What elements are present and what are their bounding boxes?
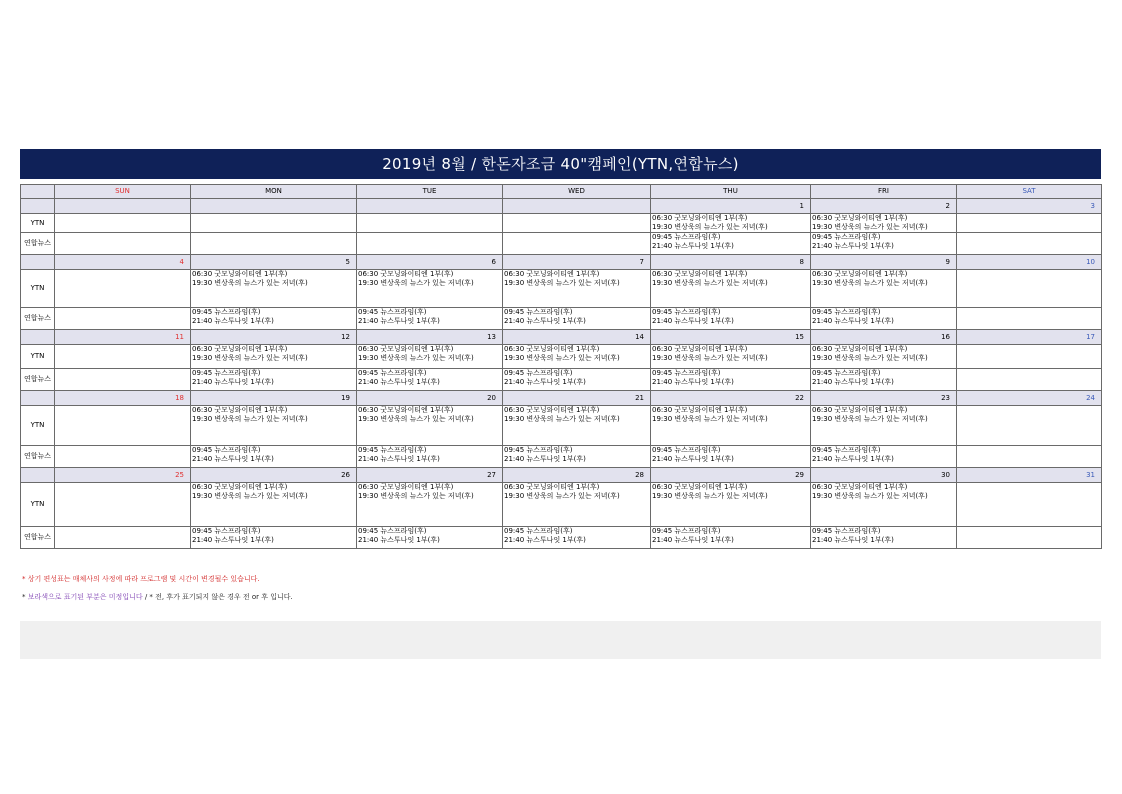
week-4-ytn-row [21,406,1102,446]
ytn-cell-wed [503,345,651,369]
yonhap-cell-tue [357,527,503,549]
program-line: 06:30 굿모닝와이티엔 1부(후) [192,345,288,353]
calendar-table [20,184,1102,549]
program-line: 19:30 변상욱의 뉴스가 있는 저녁(후) [652,354,768,362]
weekday-fri: FRI [811,185,957,199]
ytn-cell-tue [357,270,503,308]
program-line: 09:45 뉴스프라임(후) [652,308,721,316]
date-fri: 9 [811,255,957,270]
program-line: 09:45 뉴스프라임(후) [812,233,881,241]
ytn-cell-mon [191,345,357,369]
schedule-change-note: * 상기 편성표는 매체사의 사정에 따라 프로그램 및 시간이 변경될수 있습니다. [22,575,260,583]
yonhap-cell-thu [651,446,811,468]
program-line: 09:45 뉴스프라임(후) [358,308,427,316]
weekday-mon: MON [191,185,357,199]
yonhap-cell-sun [55,446,191,468]
date-wed: 28 [503,468,651,483]
week-5-yonhap-row [21,527,1102,549]
ytn-cell-tue [357,345,503,369]
yonhap-cell-wed [503,527,651,549]
date-fri: 2 [811,199,957,214]
date-tue: 6 [357,255,503,270]
week-4-yonhap-row [21,446,1102,468]
yonhap-cell-mon [191,308,357,330]
ytn-cell-sun [55,406,191,446]
program-line: 19:30 변상욱의 뉴스가 있는 저녁(후) [358,492,474,500]
channel-label-yonhap: 연합뉴스 [21,369,55,391]
weekday-sun: SUN [55,185,191,199]
program-line: 21:40 뉴스투나잇 1부(후) [812,536,894,544]
program-line: 19:30 변상욱의 뉴스가 있는 저녁(후) [652,415,768,423]
program-line: 21:40 뉴스투나잇 1부(후) [652,378,734,386]
program-line: 06:30 굿모닝와이티엔 1부(후) [504,345,600,353]
date-thu: 29 [651,468,811,483]
date-sun: 18 [55,391,191,406]
date-mon: 12 [191,330,357,345]
program-line: 19:30 변상욱의 뉴스가 있는 저녁(후) [812,492,928,500]
program-line: 06:30 굿모닝와이티엔 1부(후) [812,214,908,222]
date-thu: 8 [651,255,811,270]
week-1-yonhap-row [21,233,1102,255]
ytn-cell-tue [357,483,503,527]
program-line: 19:30 변상욱의 뉴스가 있는 저녁(후) [652,492,768,500]
yonhap-cell-mon [191,446,357,468]
program-line: 06:30 굿모닝와이티엔 1부(후) [358,345,454,353]
program-line: 21:40 뉴스투나잇 1부(후) [652,536,734,544]
ytn-cell-sat [957,345,1102,369]
date-sat: 10 [957,255,1102,270]
program-line: 09:45 뉴스프라임(후) [812,308,881,316]
weekday-sat: SAT [957,185,1102,199]
week-5-ytn-row [21,483,1102,527]
program-line: 06:30 굿모닝와이티엔 1부(후) [192,483,288,491]
date-sun: 4 [55,255,191,270]
program-line: 21:40 뉴스투나잇 1부(후) [812,455,894,463]
footer-box [20,621,1101,659]
week-4-date-row [21,391,1102,406]
date-tue: 13 [357,330,503,345]
yonhap-cell-thu [651,308,811,330]
program-line: 09:45 뉴스프라임(후) [192,308,261,316]
program-line: 21:40 뉴스투나잇 1부(후) [652,242,734,250]
channel-label-yonhap: 연합뉴스 [21,233,55,255]
week-3-yonhap-row [21,369,1102,391]
yonhap-cell-wed [503,369,651,391]
program-line: 19:30 변상욱의 뉴스가 있는 저녁(후) [192,279,308,287]
weekday-wed: WED [503,185,651,199]
program-line: 09:45 뉴스프라임(후) [358,527,427,535]
program-line: 06:30 굿모닝와이티엔 1부(후) [652,214,748,222]
date-mon [191,199,357,214]
program-line: 21:40 뉴스투나잇 1부(후) [812,317,894,325]
week-1-ytn-row [21,214,1102,233]
ytn-cell-sat [957,214,1102,233]
program-line: 19:30 변상욱의 뉴스가 있는 저녁(후) [358,415,474,423]
ytn-cell-mon [191,483,357,527]
date-row-corner [21,255,55,270]
date-sat: 17 [957,330,1102,345]
date-sun: 11 [55,330,191,345]
program-line: 19:30 변상욱의 뉴스가 있는 저녁(후) [192,492,308,500]
program-line: 21:40 뉴스투나잇 1부(후) [504,317,586,325]
program-line: 19:30 변상욱의 뉴스가 있는 저녁(후) [812,223,928,231]
program-line: 19:30 변상욱의 뉴스가 있는 저녁(후) [192,415,308,423]
ytn-cell-sun [55,214,191,233]
program-line: 09:45 뉴스프라임(후) [652,369,721,377]
ytn-cell-sat [957,270,1102,308]
program-line: 21:40 뉴스투나잇 1부(후) [652,455,734,463]
program-line: 21:40 뉴스투나잇 1부(후) [358,455,440,463]
ytn-cell-wed [503,270,651,308]
note2-rest: / * 전, 후가 표기되지 않은 경우 전 or 후 입니다. [142,593,293,601]
program-line: 06:30 굿모닝와이티엔 1부(후) [504,270,600,278]
date-wed: 21 [503,391,651,406]
program-line: 09:45 뉴스프라임(후) [812,527,881,535]
ytn-cell-tue [357,406,503,446]
ytn-cell-thu [651,483,811,527]
program-line: 19:30 변상욱의 뉴스가 있는 저녁(후) [192,354,308,362]
weekday-thu: THU [651,185,811,199]
channel-label-ytn: YTN [21,483,55,527]
date-mon: 5 [191,255,357,270]
yonhap-cell-wed [503,446,651,468]
channel-label-yonhap: 연합뉴스 [21,527,55,549]
yonhap-cell-tue [357,446,503,468]
channel-label-yonhap: 연합뉴스 [21,308,55,330]
yonhap-cell-sun [55,527,191,549]
program-line: 21:40 뉴스투나잇 1부(후) [504,378,586,386]
week-2-yonhap-row [21,308,1102,330]
date-thu: 1 [651,199,811,214]
program-line: 06:30 굿모닝와이티엔 1부(후) [652,270,748,278]
program-line: 19:30 변상욱의 뉴스가 있는 저녁(후) [358,279,474,287]
program-line: 06:30 굿모닝와이티엔 1부(후) [192,406,288,414]
yonhap-cell-thu [651,527,811,549]
ytn-cell-tue [357,214,503,233]
yonhap-cell-sat [957,369,1102,391]
program-line: 19:30 변상욱의 뉴스가 있는 저녁(후) [504,415,620,423]
program-line: 09:45 뉴스프라임(후) [192,446,261,454]
date-row-corner [21,199,55,214]
yonhap-cell-mon [191,527,357,549]
ytn-cell-fri [811,406,957,446]
note2-prefix: * [22,593,28,601]
date-sun: 25 [55,468,191,483]
program-line: 19:30 변상욱의 뉴스가 있는 저녁(후) [812,279,928,287]
program-line: 09:45 뉴스프라임(후) [504,446,573,454]
date-mon: 26 [191,468,357,483]
date-wed: 14 [503,330,651,345]
yonhap-cell-tue [357,369,503,391]
program-line: 21:40 뉴스투나잇 1부(후) [812,378,894,386]
program-line: 09:45 뉴스프라임(후) [504,308,573,316]
yonhap-cell-fri [811,369,957,391]
ytn-cell-mon [191,406,357,446]
weekday-tue: TUE [357,185,503,199]
date-tue: 27 [357,468,503,483]
program-line: 06:30 굿모닝와이티엔 1부(후) [652,483,748,491]
ytn-cell-sun [55,345,191,369]
program-line: 09:45 뉴스프라임(후) [652,446,721,454]
yonhap-cell-thu [651,369,811,391]
page-title: 2019년 8월 / 한돈자조금 40"캠페인(YTN,연합뉴스) [20,149,1101,179]
yonhap-cell-mon [191,369,357,391]
program-line: 19:30 변상욱의 뉴스가 있는 저녁(후) [504,492,620,500]
program-line: 21:40 뉴스투나잇 1부(후) [812,242,894,250]
yonhap-cell-fri [811,233,957,255]
yonhap-cell-mon [191,233,357,255]
program-line: 19:30 변상욱의 뉴스가 있는 저녁(후) [812,354,928,362]
program-line: 06:30 굿모닝와이티엔 1부(후) [812,483,908,491]
program-line: 06:30 굿모닝와이티엔 1부(후) [812,406,908,414]
channel-label-ytn: YTN [21,270,55,308]
program-line: 09:45 뉴스프라임(후) [812,369,881,377]
program-line: 21:40 뉴스투나잇 1부(후) [504,536,586,544]
program-line: 09:45 뉴스프라임(후) [358,369,427,377]
program-line: 09:45 뉴스프라임(후) [192,527,261,535]
program-line: 21:40 뉴스투나잇 1부(후) [358,378,440,386]
program-line: 06:30 굿모닝와이티엔 1부(후) [504,483,600,491]
yonhap-cell-sun [55,233,191,255]
date-mon: 19 [191,391,357,406]
ytn-cell-thu [651,345,811,369]
date-row-corner [21,468,55,483]
program-line: 06:30 굿모닝와이티엔 1부(후) [358,406,454,414]
ytn-cell-wed [503,214,651,233]
program-line: 09:45 뉴스프라임(후) [812,446,881,454]
ytn-cell-sat [957,406,1102,446]
week-1-date-row [21,199,1102,214]
channel-label-ytn: YTN [21,214,55,233]
week-5-date-row [21,468,1102,483]
date-fri: 23 [811,391,957,406]
yonhap-cell-tue [357,233,503,255]
program-line: 09:45 뉴스프라임(후) [652,527,721,535]
yonhap-cell-sun [55,308,191,330]
date-sun [55,199,191,214]
program-line: 09:45 뉴스프라임(후) [192,369,261,377]
program-line: 21:40 뉴스투나잇 1부(후) [192,536,274,544]
yonhap-cell-wed [503,308,651,330]
date-tue: 20 [357,391,503,406]
date-sat: 3 [957,199,1102,214]
program-line: 21:40 뉴스투나잇 1부(후) [358,536,440,544]
program-line: 09:45 뉴스프라임(후) [358,446,427,454]
header-corner [21,185,55,199]
program-line: 06:30 굿모닝와이티엔 1부(후) [504,406,600,414]
date-row-corner [21,330,55,345]
undecided-note [22,592,293,602]
ytn-cell-wed [503,483,651,527]
program-line: 21:40 뉴스투나잇 1부(후) [358,317,440,325]
yonhap-cell-thu [651,233,811,255]
date-fri: 16 [811,330,957,345]
program-line: 06:30 굿모닝와이티엔 1부(후) [652,345,748,353]
ytn-cell-fri [811,214,957,233]
ytn-cell-sat [957,483,1102,527]
date-tue [357,199,503,214]
date-fri: 30 [811,468,957,483]
date-wed: 7 [503,255,651,270]
program-line: 06:30 굿모닝와이티엔 1부(후) [652,406,748,414]
yonhap-cell-tue [357,308,503,330]
yonhap-cell-sat [957,233,1102,255]
program-line: 09:45 뉴스프라임(후) [504,527,573,535]
program-line: 19:30 변상욱의 뉴스가 있는 저녁(후) [358,354,474,362]
yonhap-cell-sat [957,446,1102,468]
date-sat: 31 [957,468,1102,483]
program-line: 21:40 뉴스투나잇 1부(후) [652,317,734,325]
program-line: 19:30 변상욱의 뉴스가 있는 저녁(후) [504,279,620,287]
program-line: 06:30 굿모닝와이티엔 1부(후) [358,483,454,491]
ytn-cell-mon [191,270,357,308]
program-line: 19:30 변상욱의 뉴스가 있는 저녁(후) [652,279,768,287]
yonhap-cell-wed [503,233,651,255]
ytn-cell-fri [811,270,957,308]
date-thu: 15 [651,330,811,345]
program-line: 21:40 뉴스투나잇 1부(후) [192,317,274,325]
ytn-cell-thu [651,214,811,233]
week-3-ytn-row [21,345,1102,369]
channel-label-ytn: YTN [21,406,55,446]
program-line: 06:30 굿모닝와이티엔 1부(후) [192,270,288,278]
program-line: 09:45 뉴스프라임(후) [652,233,721,241]
program-line: 19:30 변상욱의 뉴스가 있는 저녁(후) [652,223,768,231]
program-line: 09:45 뉴스프라임(후) [504,369,573,377]
program-line: 21:40 뉴스투나잇 1부(후) [192,378,274,386]
date-sat: 24 [957,391,1102,406]
ytn-cell-sun [55,483,191,527]
ytn-cell-thu [651,406,811,446]
program-line: 06:30 굿모닝와이티엔 1부(후) [358,270,454,278]
yonhap-cell-fri [811,308,957,330]
yonhap-cell-fri [811,446,957,468]
channel-label-ytn: YTN [21,345,55,369]
week-3-date-row [21,330,1102,345]
week-2-ytn-row [21,270,1102,308]
program-line: 21:40 뉴스투나잇 1부(후) [192,455,274,463]
program-line: 21:40 뉴스투나잇 1부(후) [504,455,586,463]
ytn-cell-wed [503,406,651,446]
channel-label-yonhap: 연합뉴스 [21,446,55,468]
ytn-cell-fri [811,345,957,369]
ytn-cell-mon [191,214,357,233]
date-wed [503,199,651,214]
program-line: 06:30 굿모닝와이티엔 1부(후) [812,345,908,353]
program-line: 06:30 굿모닝와이티엔 1부(후) [812,270,908,278]
weekday-header-row [21,185,1102,199]
yonhap-cell-sat [957,308,1102,330]
date-thu: 22 [651,391,811,406]
yonhap-cell-sat [957,527,1102,549]
ytn-cell-thu [651,270,811,308]
note2-purple-text: 보라색으로 표기된 부분은 미정입니다 [27,593,143,601]
date-row-corner [21,391,55,406]
ytn-cell-fri [811,483,957,527]
ytn-cell-sun [55,270,191,308]
program-line: 19:30 변상욱의 뉴스가 있는 저녁(후) [812,415,928,423]
week-2-date-row [21,255,1102,270]
yonhap-cell-fri [811,527,957,549]
yonhap-cell-sun [55,369,191,391]
program-line: 19:30 변상욱의 뉴스가 있는 저녁(후) [504,354,620,362]
